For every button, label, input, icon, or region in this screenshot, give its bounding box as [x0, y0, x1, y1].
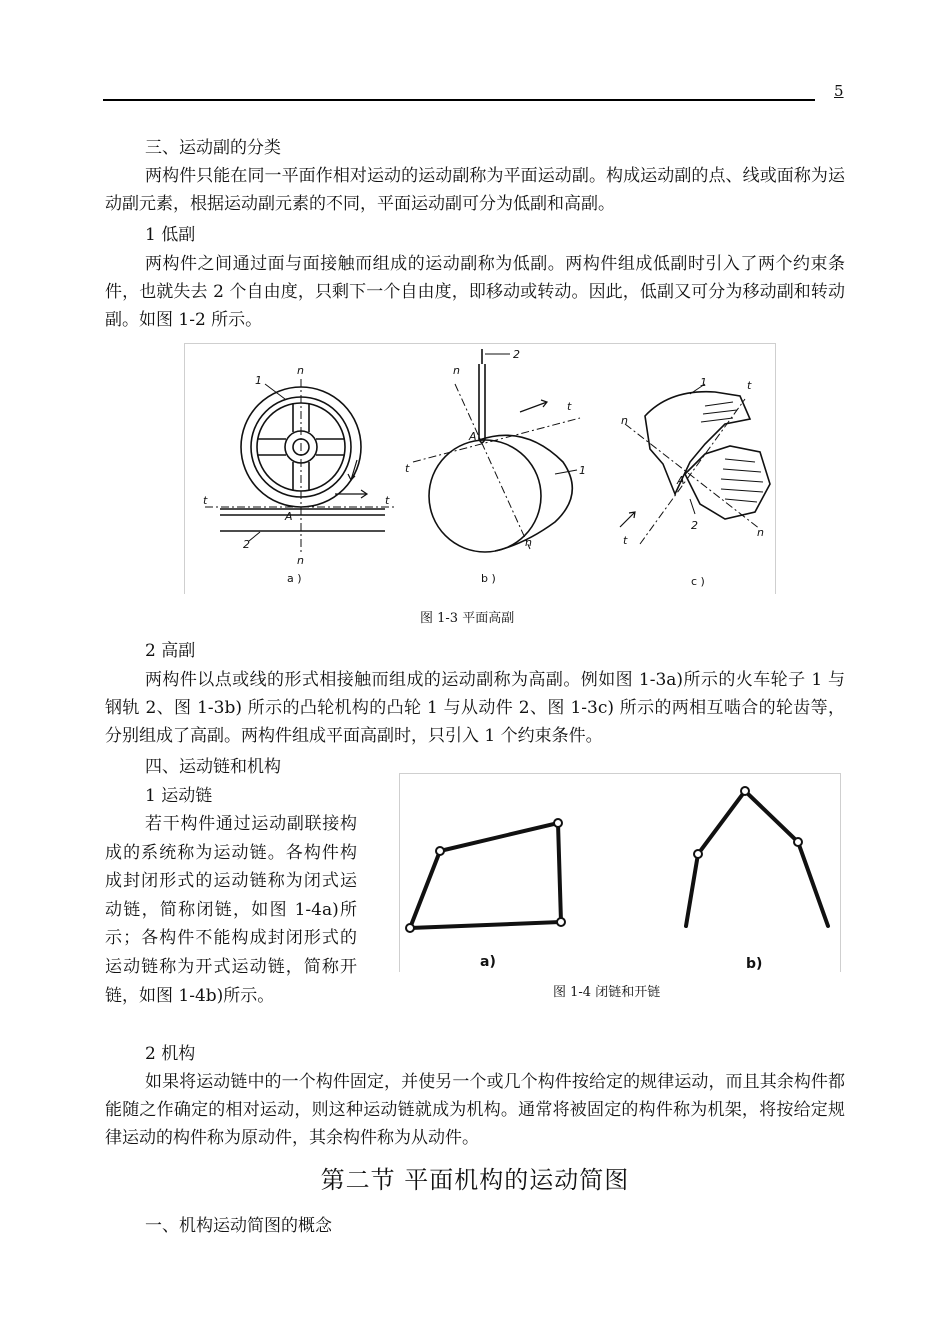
joint	[554, 819, 562, 827]
fig13a-label-n-bottom: n	[297, 554, 304, 567]
joint	[741, 787, 749, 795]
fig13c-label-t-bottom: t	[623, 534, 628, 547]
fig13c-label-2: 2	[691, 519, 698, 532]
fig13-sub-a: a )	[287, 572, 302, 585]
fig13a-label-t-left: t	[203, 494, 208, 507]
fig13c-label-1: 1	[700, 376, 707, 389]
open-chain	[686, 791, 828, 926]
fig13b-label-n-top: n	[453, 364, 460, 377]
paragraph-intro: 两构件只能在同一平面作相对运动的运动副称为平面运动副。构成运动副的点、线或面称为运动副元素，根据运动副元素的不同，平面运动副可分为低副和高副。	[105, 166, 845, 214]
figure-1-4-caption: 图 1-4 闭链和开链	[553, 985, 661, 1000]
fig14-sub-b: b)	[746, 956, 763, 972]
heading-higher-pair: 2 高副	[145, 641, 196, 661]
fig13c-label-A: A	[677, 474, 685, 487]
fig14-sub-a: a)	[480, 954, 496, 970]
joint	[794, 838, 802, 846]
fig13b-label-A: A	[469, 430, 477, 443]
figure-1-3-caption: 图 1-3 平面高副	[420, 611, 515, 626]
figure-1-4-drawing	[400, 774, 840, 972]
joint	[436, 847, 444, 855]
fig13b-label-n-bottom: n	[525, 536, 532, 549]
heading-mechanism: 2 机构	[145, 1044, 196, 1064]
heading-lower-pair: 1 低副	[145, 225, 196, 245]
fig13a-label-2: 2	[243, 538, 250, 551]
joint	[557, 918, 565, 926]
heading-chain-mechanism: 四、运动链和机构	[145, 757, 281, 777]
paragraph-lower-pair: 两构件之间通过面与面接触而组成的运动副称为低副。两构件组成低副时引入了两个约束条件，也就失去 2 个自由度，只剩下一个自由度，即移动或转动。因此，低副又可分为移动副和转动副。如图 1-2 所示。	[105, 254, 845, 330]
figure-1-4	[399, 773, 841, 972]
fig13c-label-n-bottom: n	[757, 526, 764, 539]
figure-1-3	[184, 343, 776, 594]
paragraph-kinematic-chain: 若干构件通过运动副联接构成的系统称为运动链。各构件构成封闭形式的运动链称为闭式运动链，简称闭链，如图 1-4a)所示；各构件不能构成封闭形式的运动链称为开式运动链，简称开链，如图 1-4b)所示。	[105, 814, 357, 1006]
heading-kinematic-chain: 1 运动链	[145, 786, 213, 806]
fig13-sub-c: c )	[691, 575, 705, 588]
fig13-sub-b: b )	[481, 572, 496, 585]
figure-1-3-drawing	[185, 344, 775, 594]
closed-chain	[410, 823, 561, 928]
fig13c-label-t-top: t	[747, 379, 752, 392]
paragraph-higher-pair: 两构件以点或线的形式相接触而组成的运动副称为高副。例如图 1-3a)所示的火车轮子 1 与钢轨 2、图 1-3b) 所示的凸轮机构的凸轮 1 与从动件 2、图 1-3c) 所示的两相互啮合的轮齿等，分别组成了高副。两构件组成平面高副时，只引入 1 个约束条件。	[105, 670, 845, 746]
fig13a-label-A: A	[285, 510, 293, 523]
heading-diagram-concept: 一、机构运动简图的概念	[145, 1216, 332, 1236]
fig13b-label-2: 2	[513, 348, 520, 361]
header-rule	[103, 99, 815, 101]
fig13b-label-t-right: t	[567, 400, 572, 413]
paragraph-mechanism: 如果将运动链中的一个构件固定，并使另一个或几个构件按给定的规律运动，而且其余构件都能随之作确定的相对运动，则这种运动链就成为机构。通常将被固定的构件称为机架，将按给定规律运动的构件称为原动件，其余构件称为从动件。	[105, 1072, 845, 1148]
page-number: 5	[834, 82, 844, 100]
fig13a-label-t-right: t	[385, 494, 390, 507]
fig13a-label-n-top: n	[297, 364, 304, 377]
joint	[694, 850, 702, 858]
fig13a-label-1: 1	[255, 374, 262, 387]
fig13b-label-t-left: t	[405, 462, 410, 475]
fig13b-label-1: 1	[579, 464, 586, 477]
fig13c-label-n-top: n	[621, 414, 628, 427]
section-title: 第二节 平面机构的运动简图	[320, 1166, 630, 1194]
heading-pair-types: 三、运动副的分类	[145, 138, 281, 158]
joint	[406, 924, 414, 932]
